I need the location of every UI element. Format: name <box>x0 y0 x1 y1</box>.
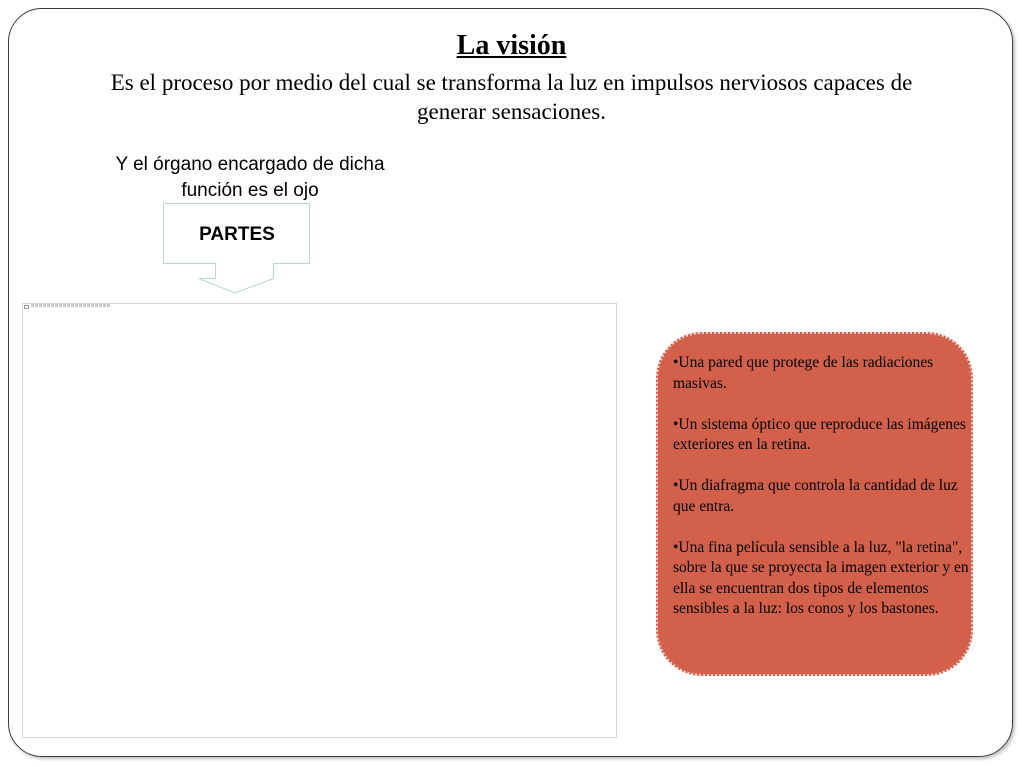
broken-image-icon <box>24 305 29 309</box>
eye-parts-list <box>673 353 977 620</box>
slide-subtitle: Es el proceso por medio del cual se transforma la luz en impulsos nerviosos capaces de generar sensaciones. <box>110 70 913 124</box>
slide-title: La visión <box>456 30 567 61</box>
organ-text: Y el órgano encargado de dicha función es el ojo <box>115 154 385 201</box>
partes-label: PARTES <box>199 224 275 245</box>
list-item: •Un sistema óptico que reproduce las imágenes exteriores en la retina. <box>673 415 966 453</box>
eye-image-placeholder <box>22 303 617 738</box>
list-item: •Una pared que protege de las radiaciones masivas. <box>673 354 934 392</box>
list-item: •Un diafragma que controla la cantidad de luz que entra. <box>673 477 958 515</box>
broken-image-caption <box>31 304 111 307</box>
down-arrow-callout <box>162 202 312 296</box>
list-item: •Una fina película sensible a la luz, "la retina", sobre la que se proyecta la imagen exterior y en ella se encuentran dos tipos de elementos sensibles a la luz: los conos y los bastones. <box>673 538 969 617</box>
